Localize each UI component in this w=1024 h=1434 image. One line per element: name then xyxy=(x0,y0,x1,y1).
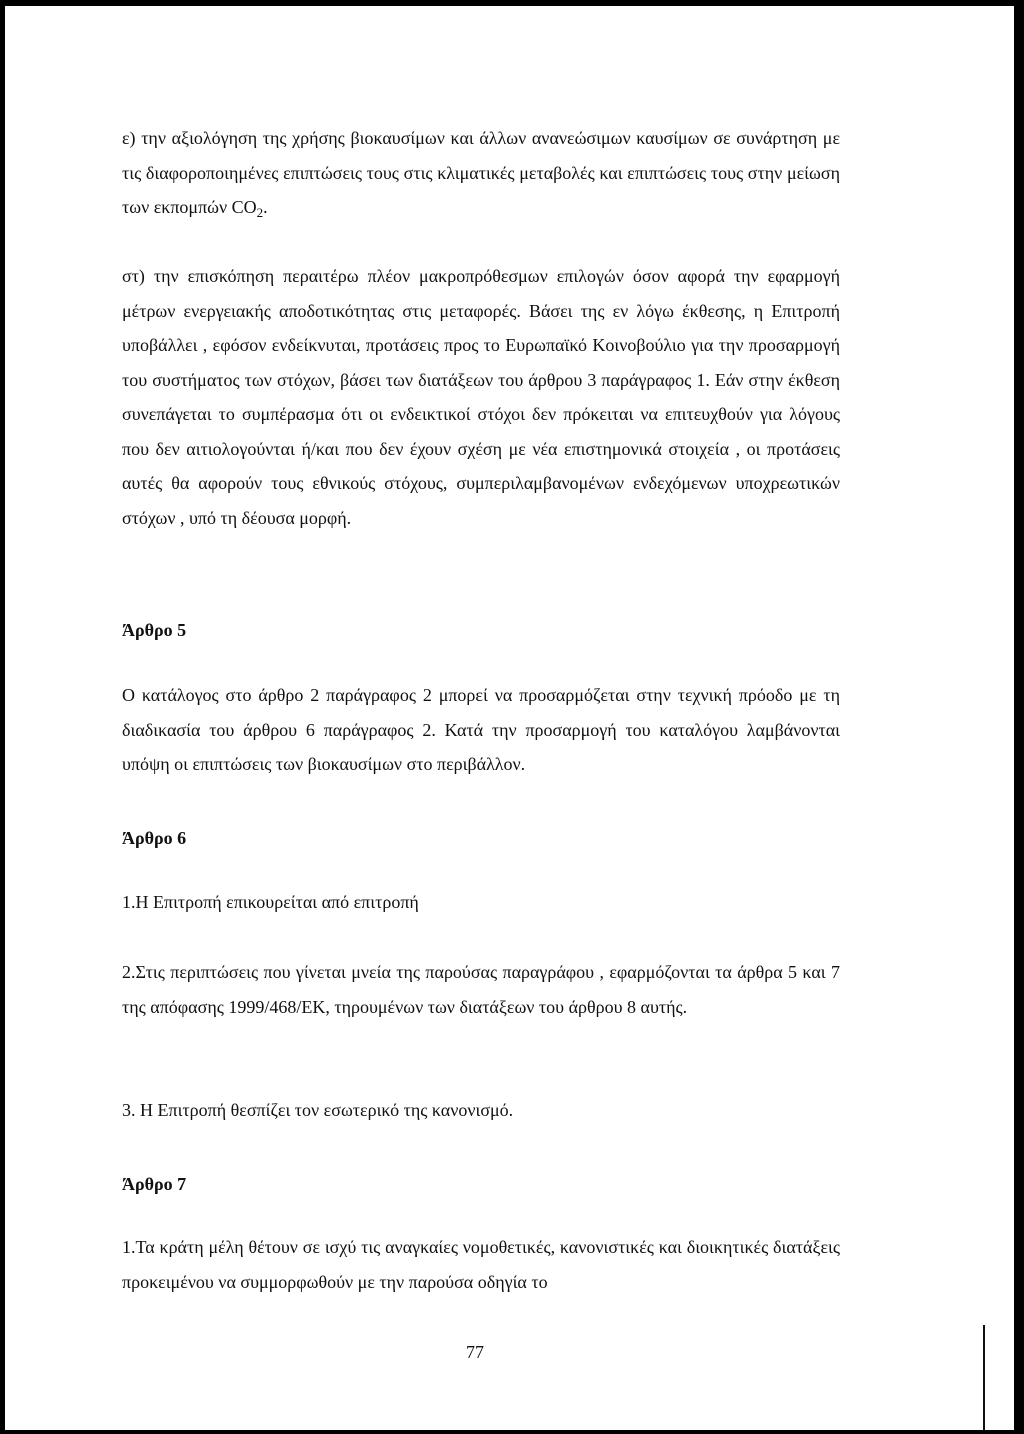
paragraph-6-3: 3. Η Επιτροπή θεσπίζει τον εσωτερικό της κανονισμό. xyxy=(122,1100,514,1120)
paragraph-e xyxy=(122,121,840,231)
scan-border-bottom xyxy=(0,1430,1024,1434)
margin-vertical-line xyxy=(983,1325,985,1430)
scan-border-right xyxy=(1014,0,1024,1434)
paragraph-e-end: . xyxy=(263,197,268,217)
paragraph-7-1: 1.Τα κράτη μέλη θέτουν σε ισχύ τις αναγκαίες νομοθετικές, κανονιστικές και διοικητικές διατάξεις προκειμένου να συμμορφωθούν με την παρούσα οδηγία το xyxy=(122,1237,840,1292)
paragraph-st: στ) την επισκόπηση περαιτέρω πλέον μακροπρόθεσμων επιλογών όσον αφορά την εφαρμογή μέτρων ενεργειακής αποδοτικότητας στις μεταφορές. Βάσει της εν λόγω έκθεσης, η Επιτροπή υποβάλλει , εφόσον ενδείκνυται, προτάσεις προς το Ευρωπαϊκό Κοινοβούλιο για την προσαρμογή του συστήματος των στόχων, βάσει των διατάξεων του άρθρου 3 παράγραφος 1. Εάν στην έκθεση συνεπάγεται το συμπέρασμα ότι οι ενδεικτικοί στόχοι δεν πρόκειται να επιτευχθούν για λόγους που δεν αιτιολογούνται ή/και που δεν έχουν σχέση με νέα επιστημονικά στοιχεία , οι προτάσεις αυτές θα αφορούν τους εθνικούς στόχους, συμπεριλαμβανομένων ενδεχόμενων υποχρεωτικών στόχων , υπό τη δέουσα μορφή. xyxy=(122,266,840,528)
paragraph-article-5: Ο κατάλογος στο άρθρο 2 παράγραφος 2 μπορεί να προσαρμόζεται στην τεχνική πρόοδο με τη διαδικασία του άρθρου 6 παράγραφος 2. Κατά την προσαρμογή του καταλόγου λαμβάνονται υπόψη οι επιπτώσεις των βιοκαυσίμων στο περιβάλλον. xyxy=(122,685,840,774)
heading-article-6: Άρθρο 6 xyxy=(122,828,187,848)
paragraph-6-1: 1.Η Επιτροπή επικουρείται από επιτροπή xyxy=(122,892,419,912)
page-number: 77 xyxy=(466,1342,484,1362)
scan-border-left xyxy=(0,0,5,1434)
heading-article-5: Άρθρο 5 xyxy=(122,620,187,640)
scan-border-top xyxy=(0,0,1024,6)
co2-subscript: 2 xyxy=(256,205,264,220)
paragraph-e-text: ε) την αξιολόγηση της χρήσης βιοκαυσίμων και άλλων ανανεώσιμων καυσίμων σε συνάρτηση με τις διαφοροποιημένες επιπτώσεις τους στις κλιματικές μεταβολές και επιπτώσεις τους στην μείωση των εκπομπών CO xyxy=(122,128,840,217)
heading-article-7: Άρθρο 7 xyxy=(122,1174,187,1194)
paragraph-6-2: 2.Στις περιπτώσεις που γίνεται μνεία της παρούσας παραγράφου , εφαρμόζονται τα άρθρα 5 και 7 της απόφασης 1999/468/ΕΚ, τηρουμένων των διατάξεων του άρθρου 8 αυτής. xyxy=(122,962,840,1017)
